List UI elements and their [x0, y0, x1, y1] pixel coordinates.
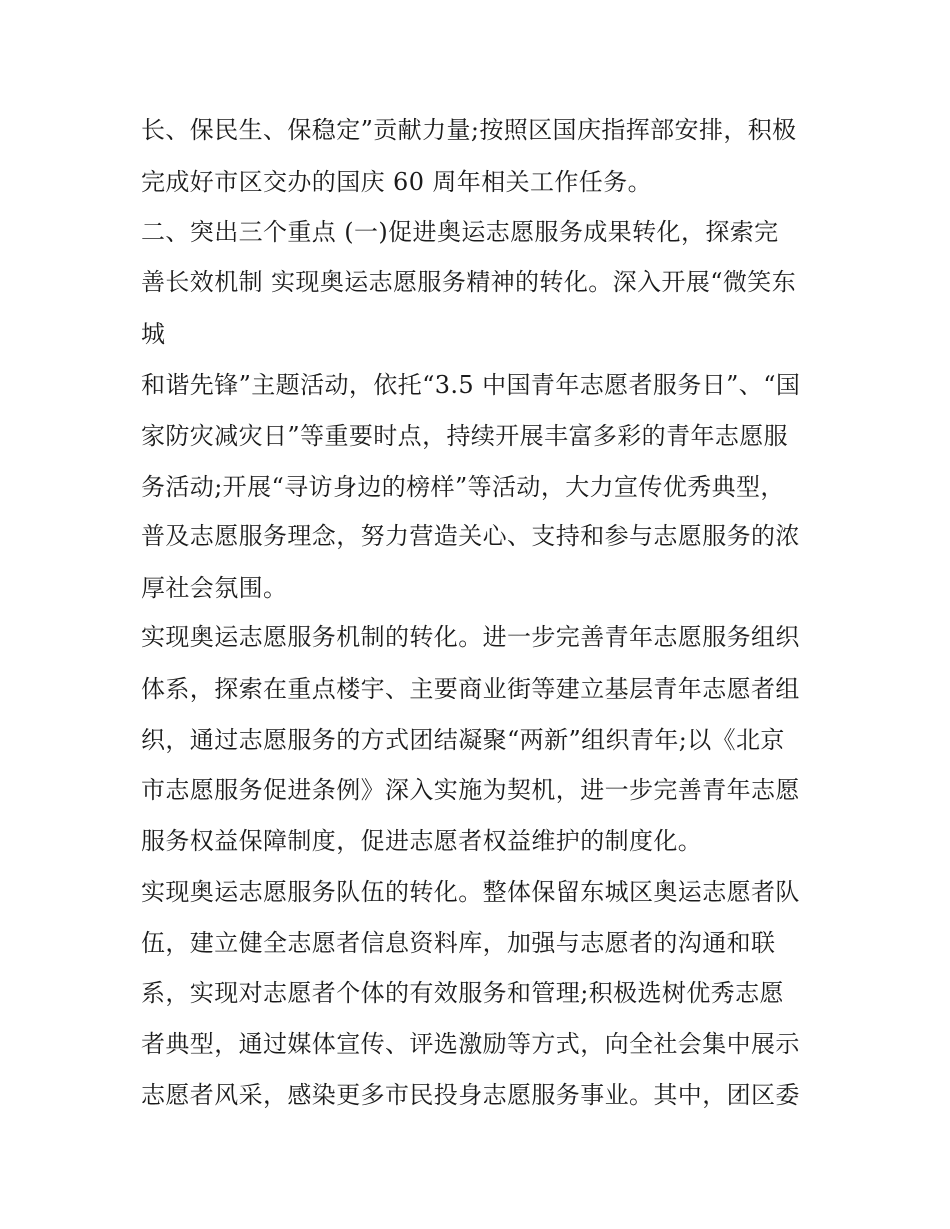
text-line: 普及志愿服务理念，努力营造关心、支持和参与志愿服务的浓 — [141, 522, 800, 550]
text-line: 伍，建立健全志愿者信息资料库，加强与志愿者的沟通和联 — [141, 929, 776, 957]
text-line: 二、突出三个重点 (一)促进奥运志愿服务成果转化，探索完 — [141, 218, 779, 246]
text-line: 者典型，通过媒体宣传、评选激励等方式，向全社会集中展示 — [141, 1030, 800, 1058]
text-line: 和谐先锋”主题活动，依托“3.5 中国青年志愿者服务日”、“国 — [141, 371, 801, 399]
text-line: 实现奥运志愿服务机制的转化。进一步完善青年志愿服务组织 — [141, 623, 800, 651]
text-line: 务活动;开展“寻访身边的榜样”等活动，大力宣传优秀典型， — [141, 473, 785, 501]
text-line: 服务权益保障制度，促进志愿者权益维护的制度化。 — [141, 827, 703, 855]
text-line: 市志愿服务促进条例》深入实施为契机，进一步完善青年志愿 — [141, 776, 800, 804]
text-line: 志愿者风采，感染更多市民投身志愿服务事业。其中，团区委 — [141, 1081, 800, 1109]
text-line: 实现奥运志愿服务队伍的转化。整体保留东城区奥运志愿者队 — [141, 878, 800, 906]
text-line: 系，实现对志愿者个体的有效服务和管理;积极选树优秀志愿 — [141, 979, 784, 1007]
text-line: 织，通过志愿服务的方式团结凝聚“两新”组织青年;以《北京 — [141, 726, 785, 754]
text-line: 家防灾减灾日”等重要时点，持续开展丰富多彩的青年志愿服 — [141, 422, 789, 450]
text-line: 城 — [141, 320, 166, 348]
text-line: 体系，探索在重点楼宇、主要商业街等建立基层青年志愿者组 — [141, 675, 800, 703]
text-line: 善长效机制 实现奥运志愿服务精神的转化。深入开展“微笑东 — [141, 268, 797, 296]
text-line: 完成好市区交办的国庆 60 周年相关工作任务。 — [141, 168, 652, 196]
text-line: 厚社会氛围。 — [141, 574, 288, 602]
text-line: 长、保民生、保稳定”贡献力量;按照区国庆指挥部安排，积极 — [141, 116, 797, 144]
